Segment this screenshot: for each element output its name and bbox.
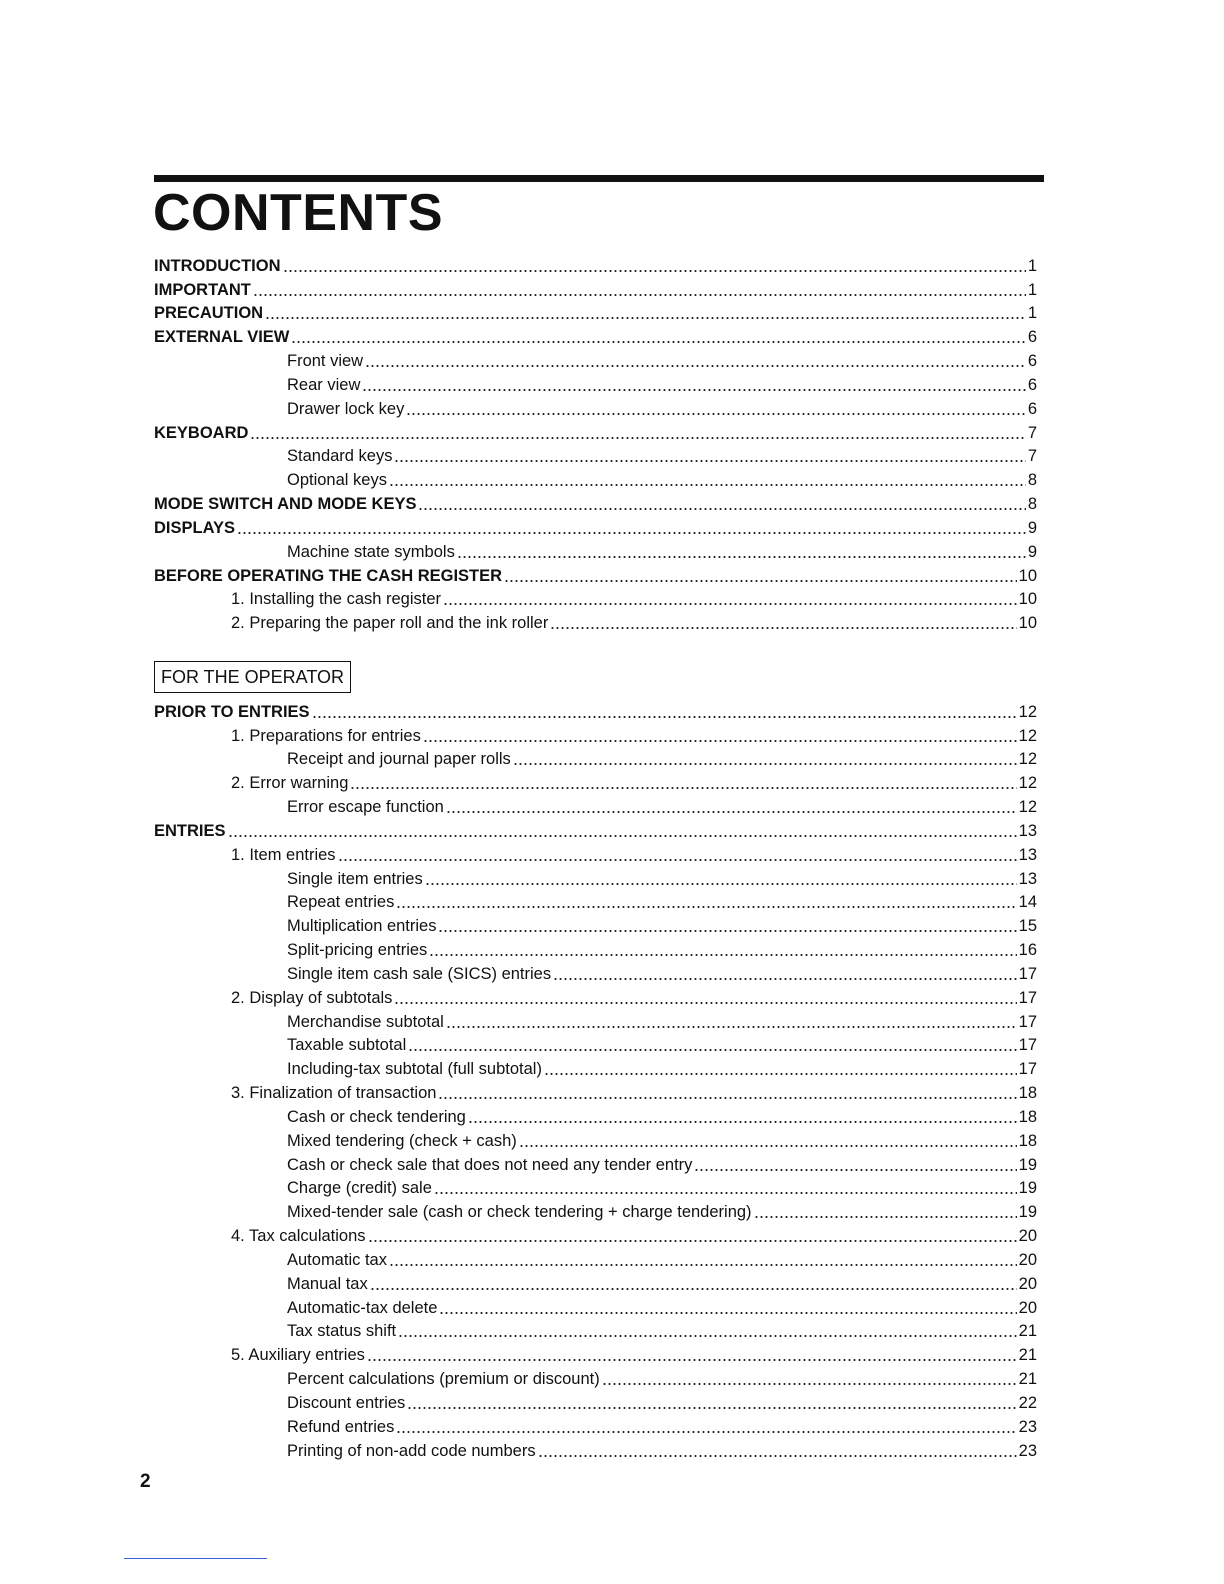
dot-leader [365, 365, 1026, 367]
toc-entry [154, 841, 1037, 865]
dot-leader [423, 740, 1017, 742]
dot-leader [434, 1192, 1017, 1194]
toc-entry-label: PRECAUTION [154, 304, 264, 323]
dot-leader [250, 437, 1025, 439]
toc-entry-label: 4. Tax calculations [231, 1227, 366, 1246]
dot-leader [362, 389, 1025, 391]
toc-entry-label: 2. Preparing the paper roll and the ink roller [231, 614, 549, 633]
toc-entry [154, 1151, 1037, 1175]
toc-entry [154, 1079, 1037, 1103]
toc-entry-page: 17 [1018, 1036, 1037, 1055]
toc-entry-label: 1. Preparations for entries [231, 726, 421, 745]
dot-leader [446, 1026, 1017, 1028]
toc-entry [154, 1365, 1037, 1389]
dot-leader [367, 1359, 1017, 1361]
dot-leader [418, 508, 1025, 510]
dot-leader [553, 978, 1017, 980]
dot-leader [550, 627, 1016, 629]
toc-entry-label: Multiplication entries [287, 917, 437, 936]
toc-entry-page: 6 [1027, 375, 1037, 394]
toc-entry-label: Single item cash sale (SICS) entries [287, 964, 552, 983]
dot-leader [396, 906, 1016, 908]
toc-entry [154, 722, 1037, 746]
toc-entry-label: Single item entries [287, 869, 423, 888]
toc-entry-label: Tax status shift [287, 1322, 397, 1341]
toc-entry-page: 13 [1018, 869, 1037, 888]
toc-entry [154, 586, 1037, 610]
toc-entry-page: 8 [1027, 495, 1037, 514]
toc-entry-page: 8 [1027, 471, 1037, 490]
toc-entry-label: Charge (credit) sale [287, 1179, 432, 1198]
dot-leader [544, 1073, 1017, 1075]
toc-entry-page: 13 [1018, 821, 1037, 840]
toc-entry-page: 12 [1018, 702, 1037, 721]
toc-entry-page: 20 [1018, 1274, 1037, 1293]
dot-leader [468, 1121, 1017, 1123]
toc-entry-page: 18 [1018, 1107, 1037, 1126]
dot-leader [457, 556, 1026, 558]
toc-list-operator [154, 698, 1037, 1461]
dot-leader [283, 270, 1026, 272]
toc-entry-label: EXTERNAL VIEW [154, 328, 290, 347]
toc-entry-page: 19 [1018, 1179, 1037, 1198]
toc-entry [154, 562, 1037, 586]
toc-entry-page: 10 [1018, 614, 1037, 633]
toc-entry [154, 1413, 1037, 1437]
toc-entry [154, 371, 1037, 395]
toc-entry-label: 2. Display of subtotals [231, 988, 393, 1007]
toc-entry-label: Discount entries [287, 1393, 406, 1412]
toc-entry-label: Mixed-tender sale (cash or check tendering + charge tendering) [287, 1203, 752, 1222]
toc-entry-label: Split-pricing entries [287, 941, 428, 960]
dot-leader [425, 883, 1017, 885]
toc-entry [154, 1103, 1037, 1127]
toc-entry [154, 889, 1037, 913]
toc-entry-page: 17 [1018, 1012, 1037, 1031]
toc-entry-label: Merchandise subtotal [287, 1012, 444, 1031]
toc-entry-label: ENTRIES [154, 821, 226, 840]
toc-entry-label: INTRODUCTION [154, 256, 281, 275]
toc-entry [154, 490, 1037, 514]
toc-entry-page: 21 [1018, 1322, 1037, 1341]
toc-entry-page: 19 [1018, 1155, 1037, 1174]
toc-entry-page: 13 [1018, 845, 1037, 864]
toc-entry-label: Automatic tax [287, 1250, 387, 1269]
page-title: CONTENTS [153, 184, 443, 242]
toc-entry-label: Taxable subtotal [287, 1036, 407, 1055]
dot-leader [253, 294, 1026, 296]
toc-entry [154, 912, 1037, 936]
toc-entry-page: 18 [1018, 1131, 1037, 1150]
toc-entry-label: Machine state symbols [287, 542, 455, 561]
toc-entry-page: 9 [1027, 542, 1037, 561]
toc-entry [154, 865, 1037, 889]
dot-leader [504, 580, 1017, 582]
toc-entry [154, 1175, 1037, 1199]
toc-entry [154, 419, 1037, 443]
toc-entry-page: 6 [1027, 399, 1037, 418]
dot-leader [438, 1097, 1016, 1099]
toc-entry [154, 466, 1037, 490]
toc-entry-page: 10 [1018, 590, 1037, 609]
toc-entry-page: 17 [1018, 964, 1037, 983]
toc-entry-label: BEFORE OPERATING THE CASH REGISTER [154, 566, 503, 585]
dot-leader [394, 460, 1025, 462]
toc-entry-page: 18 [1018, 1084, 1037, 1103]
dot-leader [513, 763, 1017, 765]
toc-entry-page: 23 [1018, 1441, 1037, 1460]
toc-entry [154, 1198, 1037, 1222]
toc-entry-page: 1 [1027, 256, 1037, 275]
toc-entry-page: 7 [1027, 447, 1037, 466]
dot-leader [408, 1049, 1016, 1051]
toc-entry-label: Automatic-tax delete [287, 1298, 438, 1317]
toc-entry-label: KEYBOARD [154, 423, 249, 442]
toc-entry-page: 10 [1018, 566, 1037, 585]
toc-entry [154, 936, 1037, 960]
toc-entry-label: 2. Error warning [231, 774, 349, 793]
toc-entry-page: 21 [1018, 1370, 1037, 1389]
toc-entry [154, 698, 1037, 722]
toc-entry-page: 14 [1018, 893, 1037, 912]
toc-entry-label: PRIOR TO ENTRIES [154, 702, 310, 721]
toc-entry [154, 960, 1037, 984]
toc-entry-page: 9 [1027, 518, 1037, 537]
header-rule [154, 175, 1044, 182]
toc-entry [154, 1008, 1037, 1032]
toc-entry-page: 20 [1018, 1250, 1037, 1269]
toc-entry-page: 22 [1018, 1393, 1037, 1412]
toc-entry-label: Printing of non-add code numbers [287, 1441, 536, 1460]
dot-leader [439, 1312, 1016, 1314]
toc-entry-page: 1 [1027, 280, 1037, 299]
dot-leader [396, 1431, 1016, 1433]
toc-entry-label: Manual tax [287, 1274, 368, 1293]
dot-leader [291, 341, 1025, 343]
dot-leader [519, 1145, 1017, 1147]
dot-leader [602, 1383, 1017, 1385]
toc-entry [154, 793, 1037, 817]
bottom-line-mark [124, 1558, 267, 1559]
dot-leader [406, 413, 1025, 415]
toc-entry-page: 6 [1027, 328, 1037, 347]
toc-entry-label: Front view [287, 352, 364, 371]
toc-entry [154, 1294, 1037, 1318]
toc-entry [154, 1270, 1037, 1294]
toc-list-general [154, 252, 1037, 633]
toc-entry-page: 15 [1018, 917, 1037, 936]
section-heading-for-the-operator: FOR THE OPERATOR [154, 661, 351, 693]
toc-entry [154, 984, 1037, 1008]
dot-leader [438, 930, 1016, 932]
toc-entry [154, 395, 1037, 419]
toc-entry [154, 769, 1037, 793]
toc-entry [154, 1032, 1037, 1056]
dot-leader [407, 1407, 1016, 1409]
dot-leader [389, 1264, 1017, 1266]
toc-entry [154, 1127, 1037, 1151]
toc-entry-page: 16 [1018, 941, 1037, 960]
toc-entry [154, 323, 1037, 347]
toc-entry-page: 12 [1018, 798, 1037, 817]
dot-leader [429, 954, 1016, 956]
dot-leader [754, 1216, 1017, 1218]
toc-entry [154, 1341, 1037, 1365]
dot-leader [265, 317, 1026, 319]
toc-entry [154, 252, 1037, 276]
toc-entry-label: MODE SWITCH AND MODE KEYS [154, 495, 417, 514]
dot-leader [394, 1002, 1016, 1004]
toc-entry-label: Repeat entries [287, 893, 395, 912]
toc-entry-page: 19 [1018, 1203, 1037, 1222]
toc-entry [154, 746, 1037, 770]
toc-entry-label: Receipt and journal paper rolls [287, 750, 511, 769]
toc-entry [154, 443, 1037, 467]
toc-entry-label: 3. Finalization of transaction [231, 1084, 437, 1103]
dot-leader [538, 1455, 1017, 1457]
toc-entry-label: DISPLAYS [154, 518, 236, 537]
toc-entry-page: 20 [1018, 1227, 1037, 1246]
toc-entry [154, 1437, 1037, 1461]
toc-entry-page: 12 [1018, 750, 1037, 769]
toc-entry-label: 1. Item entries [231, 845, 336, 864]
toc-entry-page: 1 [1027, 304, 1037, 323]
dot-leader [338, 859, 1017, 861]
toc-entry [154, 1389, 1037, 1413]
toc-entry-label: IMPORTANT [154, 280, 251, 299]
toc-entry-label: Including-tax subtotal (full subtotal) [287, 1060, 542, 1079]
toc-entry-label: Mixed tendering (check + cash) [287, 1131, 517, 1150]
toc-entry-label: Error escape function [287, 798, 444, 817]
toc-entry-label: Standard keys [287, 447, 393, 466]
toc-entry [154, 514, 1037, 538]
toc-entry-page: 12 [1018, 774, 1037, 793]
toc-entry-page: 7 [1027, 423, 1037, 442]
toc-entry-label: Rear view [287, 375, 361, 394]
dot-leader [368, 1240, 1017, 1242]
dot-leader [443, 603, 1017, 605]
dot-leader [237, 532, 1026, 534]
dot-leader [398, 1335, 1017, 1337]
dot-leader [370, 1288, 1017, 1290]
toc-entry-label: Percent calculations (premium or discount) [287, 1370, 600, 1389]
toc-entry [154, 1055, 1037, 1079]
toc-entry-label: Cash or check tendering [287, 1107, 466, 1126]
toc-entry [154, 300, 1037, 324]
toc-entry-label: Cash or check sale that does not need any tender entry [287, 1155, 693, 1174]
toc-entry-page: 20 [1018, 1298, 1037, 1317]
toc-entry-label: 1. Installing the cash register [231, 590, 442, 609]
toc-entry-label: 5. Auxiliary entries [231, 1346, 365, 1365]
toc-entry [154, 1222, 1037, 1246]
toc-entry [154, 347, 1037, 371]
toc-entry-page: 17 [1018, 988, 1037, 1007]
toc-entry-label: Refund entries [287, 1417, 395, 1436]
dot-leader [350, 787, 1016, 789]
toc-entry [154, 1246, 1037, 1270]
toc-entry-page: 23 [1018, 1417, 1037, 1436]
dot-leader [446, 811, 1017, 813]
toc-entry-page: 21 [1018, 1346, 1037, 1365]
toc-entry-label: Optional keys [287, 471, 387, 490]
toc-entry [154, 1318, 1037, 1342]
dot-leader [694, 1169, 1016, 1171]
toc-entry-page: 12 [1018, 726, 1037, 745]
dot-leader [312, 716, 1017, 718]
toc-entry [154, 817, 1037, 841]
toc-entry-page: 17 [1018, 1060, 1037, 1079]
toc-entry [154, 276, 1037, 300]
page-number: 2 [140, 1471, 151, 1492]
toc-entry [154, 609, 1037, 633]
dot-leader [389, 484, 1026, 486]
toc-entry-label: Drawer lock key [287, 399, 405, 418]
toc-entry [154, 538, 1037, 562]
toc-entry-page: 6 [1027, 352, 1037, 371]
dot-leader [228, 835, 1017, 837]
